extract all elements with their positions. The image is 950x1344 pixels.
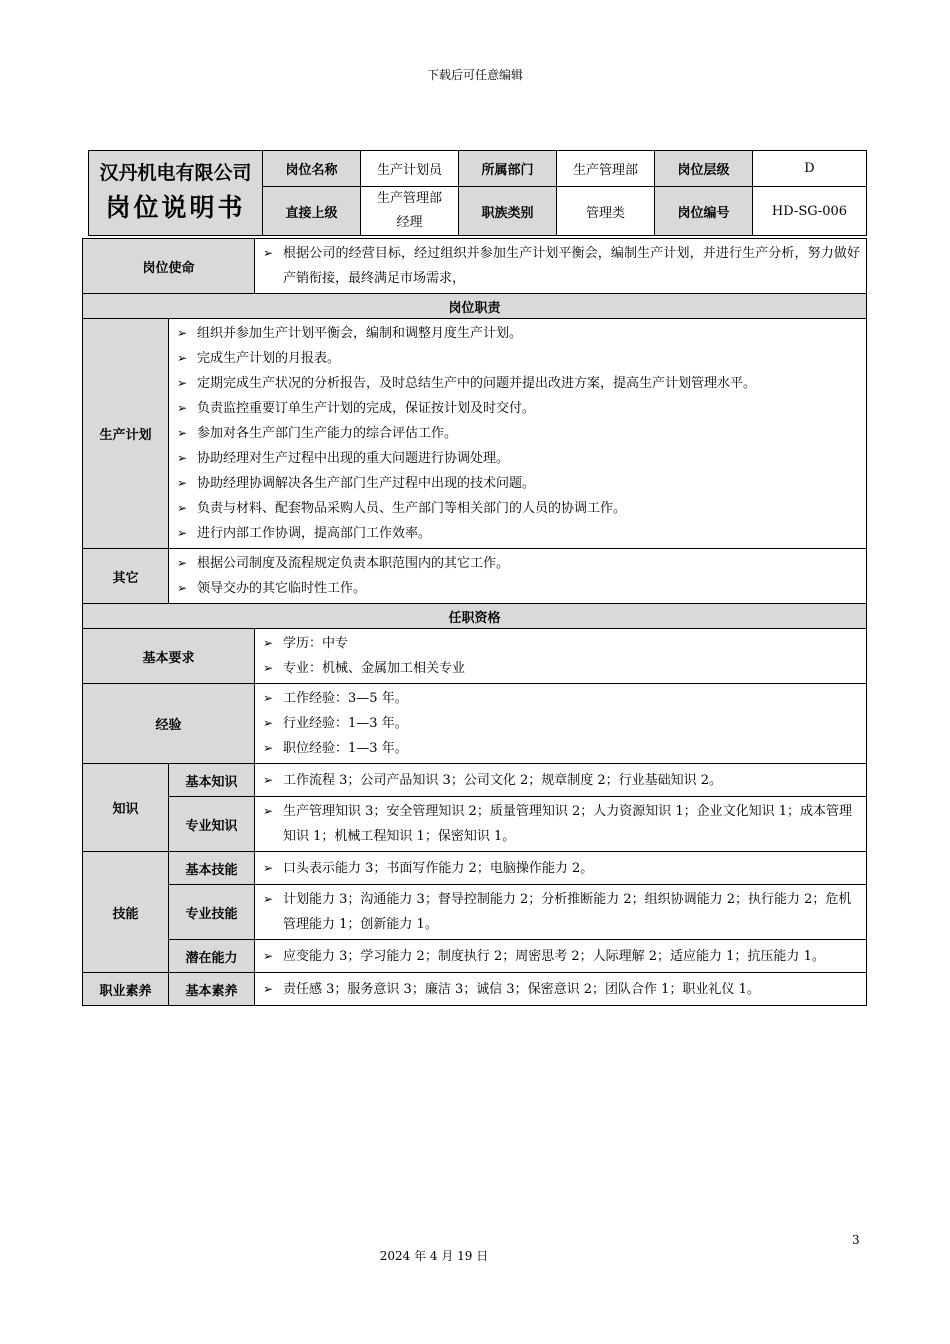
job-family-value: 管理类 [557, 187, 655, 236]
department-value: 生产管理部 [557, 151, 655, 187]
bullet-list [263, 977, 860, 1002]
job-level-value: D [753, 151, 867, 187]
mission-row [83, 239, 867, 294]
supervisor-label: 直接上级 [263, 187, 361, 236]
list-item: ➢ 口头表示能力 3；书面写作能力 2；电脑操作能力 2。 [263, 856, 860, 881]
document-title: 岗位说明书 [105, 193, 246, 222]
job-family-label: 职族类别 [459, 187, 557, 236]
knowledge-content [255, 764, 867, 797]
knowledge-row [83, 797, 867, 852]
skills-content [255, 852, 867, 885]
bullet-list [263, 944, 860, 969]
list-item: ➢ 责任感 3；服务意识 3；廉洁 3；诚信 3；保密意识 2；团队合作 1；职业礼仪 1。 [263, 977, 860, 1002]
bullet-list [177, 551, 860, 601]
list-item: ➢ 应变能力 3；学习能力 2；制度执行 2；周密思考 2；人际理解 2；适应能力 1；抗压能力 1。 [263, 944, 860, 969]
professional-quality-content [255, 973, 867, 1006]
list-item: ➢ 参加对各生产部门生产能力的综合评估工作。 [177, 421, 860, 446]
knowledge-row [83, 764, 867, 797]
bullet-list [263, 856, 860, 881]
bullet-list [263, 241, 860, 291]
duties-section-title-row [83, 294, 867, 319]
job-code-label: 岗位编号 [655, 187, 753, 236]
company-title-cell [89, 151, 263, 236]
list-item: ➢ 工作流程 3；公司产品知识 3；公司文化 2；规章制度 2；行业基础知识 2。 [263, 768, 860, 793]
list-item: ➢ 学历：中专 [263, 631, 860, 656]
list-item: ➢ 职位经验：1—3 年。 [263, 736, 860, 761]
list-item: ➢ 协助经理协调解决各生产部门生产过程中出现的技术问题。 [177, 471, 860, 496]
experience-row [83, 684, 867, 764]
bullet-list [263, 686, 860, 761]
department-label: 所属部门 [459, 151, 557, 187]
experience-label: 经验 [83, 684, 255, 764]
list-item: ➢ 进行内部工作协调，提高部门工作效率。 [177, 521, 860, 546]
list-item: ➢ 根据公司的经营目标，经过组织并参加生产计划平衡会，编制生产计划，并进行生产分析，努力做好产销衔接，最终满足市场需求， [263, 241, 860, 291]
bullet-list [263, 768, 860, 793]
job-code-value: HD-SG-006 [753, 187, 867, 236]
qualifications-section-title-row [83, 604, 867, 629]
list-item: ➢ 协助经理对生产过程中出现的重大问题进行协调处理。 [177, 446, 860, 471]
bullet-list [263, 887, 860, 937]
skills-content [255, 940, 867, 973]
list-item: ➢ 领导交办的其它临时性工作。 [177, 576, 860, 601]
skills-sub-label: 专业技能 [169, 885, 255, 940]
skills-content [255, 885, 867, 940]
list-item: ➢ 根据公司制度及流程规定负责本职范围内的其它工作。 [177, 551, 860, 576]
supervisor-value [361, 187, 459, 236]
mission-label: 岗位使命 [83, 239, 255, 294]
job-header-table [88, 150, 867, 236]
duty-group-row [83, 549, 867, 604]
skills-row [83, 852, 867, 885]
job-description-table [82, 238, 867, 1006]
skills-row [83, 940, 867, 973]
knowledge-content [255, 797, 867, 852]
job-name-value: 生产计划员 [361, 151, 459, 187]
duties-section-title: 岗位职责 [83, 294, 867, 319]
page-date: 2024 年 4 月 19 日 [379, 1249, 489, 1263]
knowledge-label: 知识 [83, 764, 169, 852]
bullet-list [263, 799, 860, 849]
list-item: ➢ 负责监控重要订单生产计划的完成，保证按计划及时交付。 [177, 396, 860, 421]
basic-requirements-content [255, 629, 867, 684]
basic-requirements-label: 基本要求 [83, 629, 255, 684]
list-item: ➢ 生产管理知识 3；安全管理知识 2；质量管理知识 2；人力资源知识 1；企业文化知识 1；成本管理知识 1；机械工程知识 1；保密知识 1。 [263, 799, 860, 849]
experience-content [255, 684, 867, 764]
duty-group-row [83, 319, 867, 549]
job-level-label: 岗位层级 [655, 151, 753, 187]
list-item: ➢ 定期完成生产状况的分析报告，及时总结生产中的问题并提出改进方案，提高生产计划管理水平。 [177, 371, 860, 396]
duty-group-label: 生产计划 [83, 319, 169, 549]
knowledge-sub-label: 基本知识 [169, 764, 255, 797]
list-item: ➢ 专业：机械、金属加工相关专业 [263, 656, 860, 681]
supervisor-value-text: 生产管理部 经理 [376, 191, 442, 230]
bullet-list [263, 631, 860, 681]
professional-quality-row [83, 973, 867, 1006]
mission-content [255, 239, 867, 294]
list-item: ➢ 完成生产计划的月报表。 [177, 346, 860, 371]
bullet-list [177, 321, 860, 546]
duty-group-content [169, 549, 867, 604]
skills-label: 技能 [83, 852, 169, 973]
duty-group-content [169, 319, 867, 549]
knowledge-sub-label: 专业知识 [169, 797, 255, 852]
list-item: ➢ 行业经验：1—3 年。 [263, 711, 860, 736]
skills-sub-label: 潜在能力 [169, 940, 255, 973]
list-item: ➢ 工作经验：3—5 年。 [263, 686, 860, 711]
duty-group-label: 其它 [83, 549, 169, 604]
professional-quality-label: 职业素养 [83, 973, 169, 1006]
basic-requirements-row [83, 629, 867, 684]
professional-quality-sub-label: 基本素养 [169, 973, 255, 1006]
qualifications-section-title: 任职资格 [83, 604, 867, 629]
header-note: 下载后可任意编辑 [426, 68, 523, 82]
job-name-label: 岗位名称 [263, 151, 361, 187]
list-item: ➢ 组织并参加生产计划平衡会，编制和调整月度生产计划。 [177, 321, 860, 346]
list-item: ➢ 计划能力 3；沟通能力 3；督导控制能力 2；分析推断能力 2；组织协调能力 2；执行能力 2；危机管理能力 1；创新能力 1。 [263, 887, 860, 937]
skills-sub-label: 基本技能 [169, 852, 255, 885]
list-item: ➢ 负责与材料、配套物品采购人员、生产部门等相关部门的人员的协调工作。 [177, 496, 860, 521]
skills-row [83, 885, 867, 940]
page-number: 3 [852, 1233, 860, 1247]
company-name: 汉丹机电有限公司 [99, 162, 252, 184]
